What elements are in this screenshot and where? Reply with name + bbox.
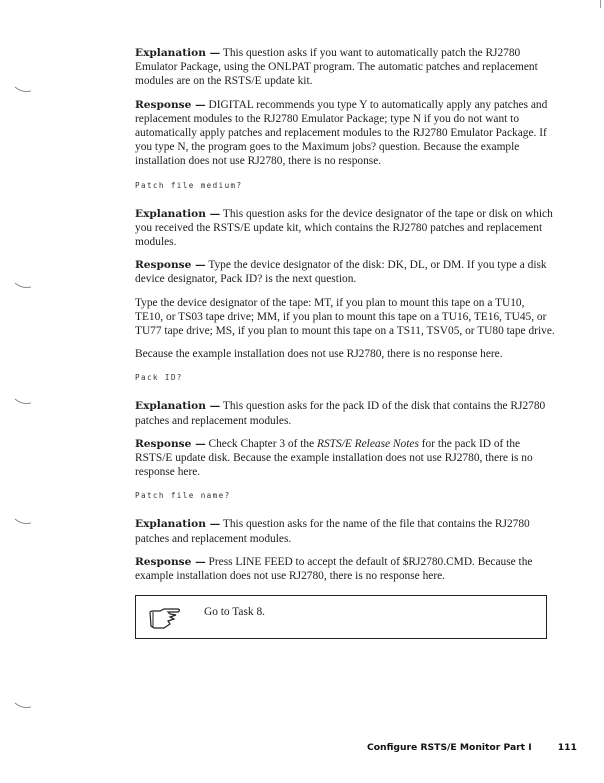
response-text: Check Chapter 3 of the — [205, 437, 318, 450]
explanation-label: Explanation — — [135, 400, 221, 413]
response-text: for the pack ID of the RSTS/E update disk. Because the example installation does not use RJ2780, there is no response here. — [135, 437, 533, 479]
explanation-label: Explanation — — [135, 47, 221, 59]
response-text: Press LINE FEED to accept the default of $RJ2780.CMD. Because the example installation does not use RJ2780, there is no response here. — [135, 555, 533, 583]
binding-hole-mark — [14, 702, 32, 710]
release-notes-title: RSTS/E Release Notes — [317, 437, 419, 450]
note-text: Go to Task 8. — [204, 606, 266, 619]
binding-hole-mark — [14, 86, 32, 94]
main-content — [135, 46, 555, 639]
binding-hole-mark — [14, 282, 32, 290]
response-label: Response — — [135, 98, 206, 111]
response-text: Type the device designator of the disk: DK, DL, or DM. If you type a disk device designator, Pack ID? is the next question. — [135, 259, 547, 286]
note-box — [135, 595, 547, 639]
response-label: Response — — [135, 437, 206, 450]
explanation-text: This question asks if you want to automatically patch the RJ2780 Emulator Package, using the ONLPAT program. The automatic patches and replacement modules are on the RSTS/E update kit. — [135, 47, 538, 88]
response-paragraph — [135, 555, 555, 583]
explanation-paragraph — [135, 207, 555, 250]
footer-title: Configure RSTS/E Monitor Part I — [367, 742, 532, 753]
explanation-label: Explanation — — [135, 518, 221, 531]
explanation-paragraph — [135, 399, 555, 427]
response-paragraph — [135, 437, 555, 480]
scan-edge-mark — [600, 0, 601, 8]
prompt-patch-file-name: Patch file name? — [135, 491, 231, 501]
page-number: 111 — [557, 742, 577, 753]
response-paragraph — [135, 98, 555, 169]
prompt-patch-file-medium: Patch file medium? — [135, 180, 243, 190]
page-footer — [367, 742, 577, 753]
binding-hole-mark — [14, 518, 32, 526]
pointing-hand-icon — [148, 607, 184, 631]
response-text: DIGITAL recommends you type Y to automatically apply any patches and replacement modules to the RJ2780 Emulator Package; type N if you do not want to automatically apply patches and replacement modules to the RJ2780 Emulator Package. If you type N, the program goes to the Maximum jobs? question. Because the example installation does not use RJ2780, there is no response. — [135, 98, 548, 168]
response-label: Response — — [135, 259, 206, 272]
explanation-label: Explanation — — [135, 207, 221, 220]
binding-hole-mark — [14, 398, 32, 406]
explanation-paragraph — [135, 46, 555, 89]
explanation-text: This question asks for the device designator of the tape or disk on which you received the RSTS/E update kit, which contains the RJ2780 patches and replacement modules. — [135, 207, 553, 249]
response-paragraph — [135, 258, 555, 286]
tape-designator-paragraph: Type the device designator of the tape: MT, if you plan to mount this tape on a TU10, TE10, or TS03 tape drive; MM, if you plan to mount this tape on a TU16, TE16, TU45, or TU77 tape drive; MS, if you plan to mount this tape on a TS11, TSV05, or TU80 tape drive. — [135, 296, 555, 338]
prompt-pack-id: Pack ID? — [135, 373, 183, 383]
explanation-text: This question asks for the pack ID of the disk that contains the RJ2780 patches and replacement modules. — [135, 400, 546, 427]
no-response-paragraph: Because the example installation does not use RJ2780, there is no response here. — [135, 348, 503, 361]
response-label: Response — — [135, 555, 206, 568]
explanation-paragraph — [135, 517, 555, 545]
explanation-text: This question asks for the name of the file that contains the RJ2780 patches and replacement modules. — [135, 518, 530, 545]
